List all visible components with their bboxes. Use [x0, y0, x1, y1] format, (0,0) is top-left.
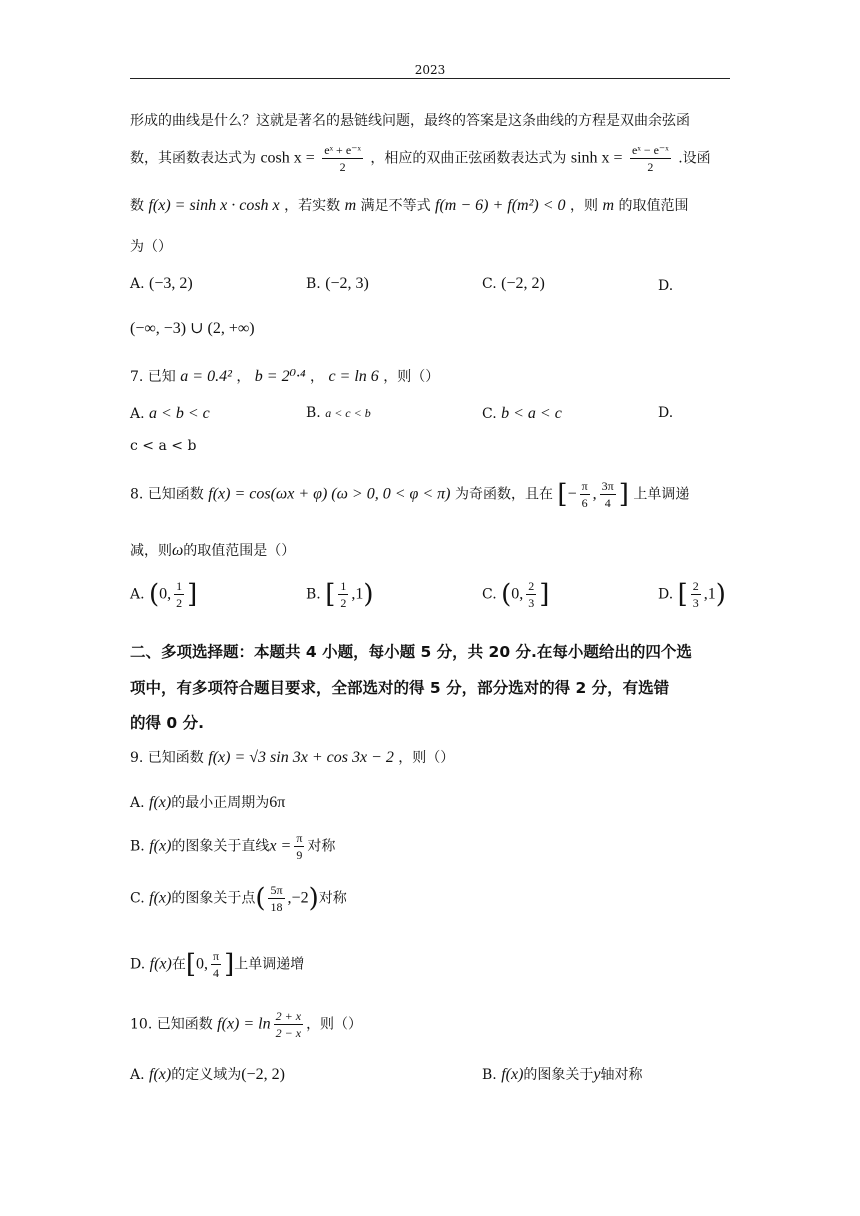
option-text: 对称 [318, 890, 347, 907]
sinh-fraction [630, 142, 671, 175]
q7-a: a = 0.4² [180, 368, 232, 385]
intro-text: .设函 [678, 150, 711, 167]
option-text: 轴对称 [600, 1067, 643, 1083]
cosh-denominator: 2 [339, 160, 346, 174]
q6-option-a [130, 275, 193, 293]
option-label: C. [482, 586, 497, 603]
numerator: π [581, 479, 588, 493]
option-text: 在 [171, 956, 186, 973]
numerator: 2 [528, 579, 535, 593]
fraction [174, 578, 184, 611]
denominator: 2 [340, 596, 347, 610]
option-label: A. [130, 795, 145, 811]
separator: ， [310, 369, 324, 385]
q10-option-b [482, 1064, 643, 1084]
option-label: B. [482, 1067, 497, 1083]
denominator: 4 [213, 966, 220, 980]
q10-option-a [130, 1064, 285, 1084]
omega-symbol: ω [172, 542, 184, 559]
option-text: 上单调递增 [234, 956, 305, 973]
header-rule [130, 78, 730, 79]
fraction [338, 578, 348, 611]
option-text: 0, [159, 585, 172, 603]
option-value: a < c < b [325, 406, 371, 420]
q10-function: f(x) = ln [217, 1015, 271, 1033]
fraction [691, 578, 701, 611]
q6-option-c [482, 275, 545, 293]
numerator: 1 [176, 579, 183, 593]
option-label: B. [306, 405, 321, 421]
q6-option-d-label: D. [658, 278, 674, 294]
q8-option-a: A. (0, $\frac{1}{2}$ ] [130, 579, 198, 610]
minus-sign: − [567, 485, 577, 503]
bracket-right: ] [618, 479, 629, 510]
fraction [274, 1008, 303, 1041]
question-8: 8. 已知函数 f(x) = cos(ωx + φ) (ω > 0, 0 < φ < π) 为奇函数，且在 [− $\frac{\pi}{6}$ , $\frac{3\pi}{4}$ ] 上单调递 [130, 479, 690, 510]
var-m: m [344, 197, 357, 214]
fraction [600, 478, 616, 511]
option-value: 6π [269, 794, 286, 811]
option-f: f(x) [149, 794, 172, 811]
numerator: 3π [601, 479, 614, 493]
option-label: B. [130, 838, 145, 855]
question-number: 10. 已知函数 [130, 1016, 213, 1033]
option-text: 的图象关于点 [171, 890, 256, 907]
intro-text: 满足不等式 [360, 198, 431, 214]
question-number: 7. 已知 [130, 369, 176, 385]
fraction [268, 882, 284, 915]
intro-text: ，若实数 [284, 198, 341, 214]
intro-text: 数，其函数表达式为 [130, 150, 256, 167]
q7-b: b = 2⁰·⁴ [254, 368, 306, 385]
q7-option-c [482, 405, 562, 423]
q7-option-a [130, 405, 210, 423]
fraction [526, 578, 536, 611]
q9-option-d: D. f(x)在[0, $\frac{\pi}{4}$ ]上单调递增 [130, 949, 305, 980]
option-text: 的图象关于 [523, 1067, 594, 1083]
denominator: 9 [296, 848, 303, 862]
fraction [294, 830, 304, 863]
q9-option-c: C. f(x)的图象关于点( $\frac{5\pi}{18}$ ,−2)对称 [130, 883, 347, 914]
question-10 [130, 1008, 362, 1041]
option-text: 对称 [307, 838, 336, 855]
option-text: 0, [511, 585, 524, 603]
denominator: 3 [692, 596, 699, 610]
q8-function: f(x) = cos(ωx + φ) (ω > 0, 0 < φ < π) [208, 485, 451, 503]
option-value: (−2, 2) [241, 1066, 285, 1083]
question-end: ，则（） [398, 750, 455, 766]
numerator: 5π [270, 883, 283, 897]
option-label: C. [482, 406, 497, 422]
question-text: 的取值范围是（） [183, 543, 296, 559]
option-text: 0, [196, 955, 208, 973]
section-2-line-2: 项中，有多项符合题目要求，全部选对的得 5 分，部分选对的得 2 分，有选错 [130, 679, 670, 697]
q9-option-a [130, 792, 285, 812]
q9-function: f(x) = √3 sin 3x + cos 3x − 2 [208, 749, 394, 766]
fraction [211, 948, 221, 981]
bracket-left: [ [557, 479, 568, 510]
option-label: A. [130, 1067, 145, 1083]
q8-option-d: D. [ $\frac{2}{3}$ ,1) [658, 579, 726, 610]
option-value: (−2, 2) [501, 275, 545, 292]
sinh-denominator: 2 [647, 160, 654, 174]
sinh-label: sinh x = [570, 149, 623, 167]
denominator: 18 [270, 900, 283, 914]
option-label: B. [306, 586, 321, 603]
intro-line-2 [130, 142, 711, 175]
inequality: f(m − 6) + f(m²) < 0 [435, 197, 566, 214]
q6-option-b [306, 275, 369, 293]
question-number: 8. 已知函数 [130, 486, 204, 503]
question-text: 减，则 [130, 543, 172, 559]
numerator: 2 + x [275, 1009, 302, 1023]
option-label: B. [306, 276, 321, 292]
question-text: 为奇函数，且在 [454, 486, 553, 503]
q6-option-d-value: (−∞, −3) ∪ (2, +∞) [130, 320, 255, 337]
intro-line-4: 为（） [130, 239, 172, 255]
option-text: ,1 [703, 585, 716, 603]
option-f: f(x) [501, 1066, 524, 1083]
numerator: π [213, 949, 220, 963]
numerator: 1 [340, 579, 347, 593]
option-value: a < b < c [149, 405, 210, 422]
cosh-fraction [322, 142, 363, 175]
header-year: 2023 [414, 63, 446, 77]
q8-line-2 [130, 540, 295, 560]
option-f: f(x) [149, 837, 172, 855]
option-x: x = [269, 837, 292, 855]
question-7 [130, 366, 439, 386]
option-label: C. [130, 890, 145, 907]
option-text: 的定义域为 [171, 1067, 242, 1083]
option-value: (−3, 2) [149, 275, 193, 292]
option-text: 的最小正周期为 [171, 795, 270, 811]
q9-option-b [130, 830, 335, 863]
option-text: 的图象关于直线 [171, 838, 270, 855]
option-text: ,−2 [287, 889, 309, 907]
denominator: 6 [581, 496, 588, 510]
option-label: D. [130, 956, 146, 973]
question-end: ，则（） [306, 1016, 363, 1033]
intro-text: 的取值范围 [618, 198, 689, 214]
denominator: 4 [604, 496, 611, 510]
option-value: b < a < c [501, 405, 562, 422]
option-f: f(x) [149, 955, 172, 973]
denominator: 2 [176, 596, 183, 610]
f-definition: f(x) = sinh x · cosh x [148, 197, 280, 214]
option-label: C. [482, 276, 497, 292]
option-text: ,1 [351, 585, 364, 603]
numerator: π [296, 831, 303, 845]
q7-option-b [306, 405, 371, 421]
option-f: f(x) [149, 889, 172, 907]
var-m: m [602, 197, 614, 214]
option-label: A. [130, 276, 145, 292]
sinh-numerator: eˣ − e⁻ˣ [632, 143, 669, 157]
separator: ， [236, 369, 251, 385]
option-y: y [593, 1066, 601, 1083]
section-2-line-1: 二、多项选择题：本题共 4 小题，每小题 5 分，共 20 分.在每小题给出的四个选 [130, 643, 692, 661]
question-number: 9. 已知函数 [130, 750, 204, 766]
question-end: ，则（） [383, 369, 440, 385]
q7-c: c = ln 6 [328, 368, 379, 385]
option-value: (−2, 3) [325, 275, 369, 292]
numerator: 2 [692, 579, 699, 593]
denominator: 3 [528, 596, 535, 610]
intro-line-3 [130, 195, 688, 215]
question-text: 上单调递 [633, 486, 690, 503]
q7-option-d-value: c < a < b [130, 438, 197, 454]
intro-text: 数 [130, 198, 144, 214]
option-f: f(x) [149, 1066, 172, 1083]
question-9 [130, 747, 454, 767]
intro-text: ，相应的双曲正弦函数表达式为 [370, 150, 567, 167]
fraction [580, 478, 590, 511]
intro-text: ，则 [569, 198, 598, 214]
option-label: D. [658, 586, 674, 603]
cosh-label: cosh x = [260, 149, 315, 167]
section-2-line-3: 的得 0 分. [130, 714, 204, 732]
intro-line-1: 形成的曲线是什么？这就是著名的悬链线问题，最终的答案是这条曲线的方程是双曲余弦函 [130, 113, 690, 129]
denominator: 2 − x [275, 1026, 302, 1040]
cosh-numerator: eˣ + e⁻ˣ [324, 143, 361, 157]
option-label: A. [130, 406, 145, 422]
q7-option-d-label: D. [658, 405, 674, 421]
option-label: A. [130, 586, 145, 603]
q8-option-c: C. (0, $\frac{2}{3}$ ] [482, 579, 550, 610]
q8-option-b: B. [ $\frac{1}{2}$ ,1) [306, 579, 374, 610]
